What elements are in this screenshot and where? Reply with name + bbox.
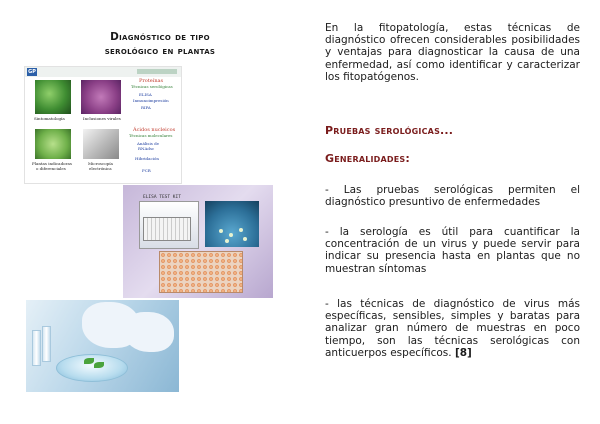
label-ripa: RIPA (141, 105, 151, 110)
bullet-3-text: - las técnicas de diagnóstico de virus más específicas, sensibles, simples y baratas para analizar gran número de muestras en poco tiempo, son las técnicas serológicas con anticuerpos específicos. (325, 298, 580, 359)
plant-sample (94, 362, 104, 368)
title-line-2: serológico en plantas (104, 45, 216, 57)
elisa-kit-photo (123, 185, 273, 298)
label-inmuno: Inmunoimpresión (133, 98, 169, 103)
label-acidos: Ácidos nucleicos (133, 127, 176, 133)
diagnosis-slide-image (24, 66, 182, 184)
caption-sintomatologia: Sintomatología (34, 116, 65, 121)
lab-petri-dish-photo (26, 300, 179, 392)
caption-microscopia-2: electrónica (89, 166, 112, 171)
indicator-plants-photo (35, 129, 71, 159)
label-pcr: PCR (142, 168, 151, 173)
caption-inclusiones: Inclusiones virales (83, 116, 121, 121)
slide-header-banner (137, 69, 177, 74)
left-title (80, 30, 240, 58)
reference-8: [8] (454, 346, 472, 359)
label-arn: RNAdsc (138, 146, 155, 151)
bullet-1: - Las pruebas serológicas permiten el diagnóstico presuntivo de enfermedades (325, 184, 580, 209)
test-tube (32, 330, 41, 366)
slide-header-bar (25, 67, 181, 77)
slide-logo: GP (28, 69, 36, 75)
microscopy-photo (83, 129, 119, 159)
label-elisa: ELISA (139, 92, 152, 97)
microplate-wells (159, 251, 243, 293)
heading-generalidades: Generalidades: (325, 152, 410, 165)
caption-plantas-2: o diferenciales (36, 166, 66, 171)
label-tecnicas-moleculares: Técnicas moleculares (129, 133, 173, 138)
label-proteinas: Proteínas (139, 78, 164, 84)
symptoms-photo (35, 80, 71, 114)
heading-pruebas: Pruebas serológicas... (325, 124, 454, 137)
pipetting-photo (205, 201, 259, 247)
gloved-hand (124, 312, 174, 352)
bullet-3 (325, 298, 580, 359)
label-hibridacion: Hibridación (135, 156, 159, 161)
title-line-1: Diagnóstico de tipo (110, 31, 210, 43)
elisa-kit-label: ELISA TEST KIT (143, 195, 181, 200)
caption-microscopia: Microscopía (88, 161, 113, 166)
label-analisis: Análisis de (137, 141, 159, 146)
intro-paragraph: En la fitopatología, estas técnicas de diagnóstico ofrecen considerables posibilidades y ventajas para diagnosticar la causa de una enfermedad, así como identificar y caracterizar los fitopatógenos. (325, 22, 580, 83)
test-tube (42, 326, 51, 362)
inclusions-photo (81, 80, 121, 114)
elisa-plate (143, 217, 191, 241)
label-tecnicas-serologicas: Técnicas serológicas (131, 84, 173, 89)
caption-plantas: Plantas indicadoras (32, 161, 72, 166)
plant-sample (84, 358, 94, 364)
bullet-2: - la serología es útil para cuantificar la concentración de un virus y puede servir para indicar su presencia hasta en plantas que no muestran síntomas (325, 226, 580, 275)
